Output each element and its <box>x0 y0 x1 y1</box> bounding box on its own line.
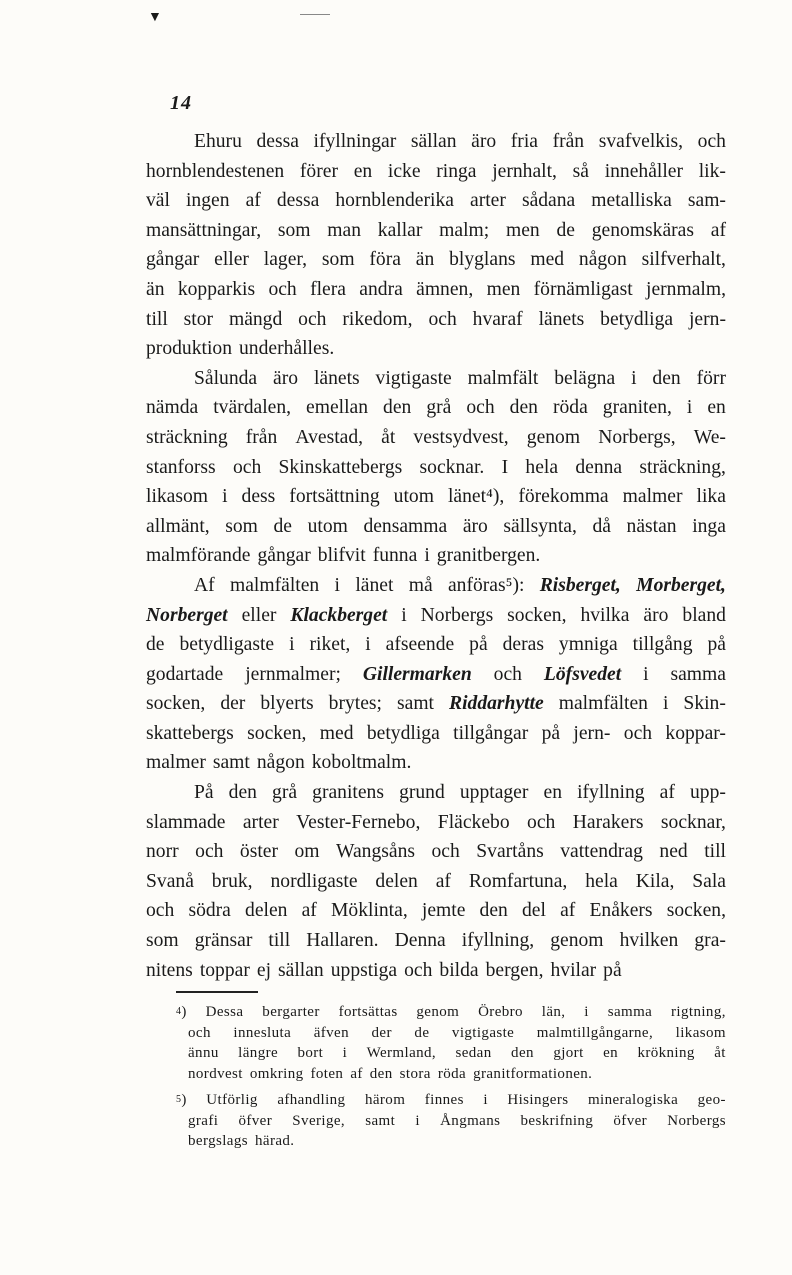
footnote <box>176 1090 726 1152</box>
text-line: allmänt, som de utom densamma äro sällsynta, då nästan inga <box>146 515 726 537</box>
footnote-line: nordvest omkring foten af den stora röda granitformationen. <box>188 1065 593 1082</box>
body-text <box>146 127 726 985</box>
text-line: På den grå granitens grund upptager en ifyllning af upp- <box>194 782 726 804</box>
footnote-rule <box>176 991 258 993</box>
footnote-mark: 5 <box>176 1094 182 1105</box>
footnotes <box>176 1002 726 1158</box>
text-line: väl ingen af dessa hornblenderika arter sådana metalliska sam- <box>146 190 726 212</box>
text-line: malmer samt någon koboltmalm. <box>146 752 412 774</box>
footnote <box>176 1002 726 1084</box>
text-line: Norberget eller Klackberget i Norbergs socken, hvilka äro bland <box>146 604 726 626</box>
text-line: till stor mängd och rikedom, och hvaraf länets betydliga jern- <box>146 308 726 330</box>
text-line: nitens toppar ej sällan uppstiga och bilda bergen, hvilar på <box>146 959 622 981</box>
footnote-mark: 4 <box>176 1006 182 1017</box>
text-line: än kopparkis och flera andra ämnen, men förnämligast jernmalm, <box>146 278 726 300</box>
text-line: de betydligaste i riket, i afseende på deras ymniga tillgång på <box>146 634 726 656</box>
text-line: som gränsar till Hallaren. Denna ifyllning, genom hvilken gra- <box>146 930 726 952</box>
text-line: stanforss och Skinskattebergs socknar. I hela denna sträckning, <box>146 456 726 478</box>
text-line: socken, der blyerts brytes; samt Riddarhytte malmfälten i Skin- <box>146 693 726 715</box>
text-line: och södra delen af Möklinta, jemte den del af Enåkers socken, <box>146 900 726 922</box>
top-divider <box>300 14 330 15</box>
footnote-line: ännu längre bort i Wermland, sedan den gjort en krökning åt <box>188 1045 726 1061</box>
text-line: slammade arter Vester-Fernebo, Fläckebo och Harakers socknar, <box>146 811 726 833</box>
page-number: 14 <box>170 92 192 114</box>
text-line: likasom i dess fortsättning utom länet⁴), förekomma malmer lika <box>146 486 726 508</box>
text-line: Svanå bruk, nordligaste delen af Romfartuna, hela Kila, Sala <box>146 870 726 892</box>
text-line: gångar eller lager, som föra än blyglans med någon silfverhalt, <box>146 249 726 271</box>
text-line: malmförande gångar blifvit funna i granitbergen. <box>146 545 541 567</box>
text-line: skattebergs socken, med betydliga tillgångar på jern- och koppar- <box>146 722 726 744</box>
text-line: mansättningar, som man kallar malm; men de genomskäras af <box>146 219 726 241</box>
footnote-line: grafi öfver Sverige, samt i Ångmans beskrifning öfver Norbergs <box>188 1112 726 1129</box>
text-line: nämda tvärdalen, emellan den grå och den röda graniten, i en <box>146 397 726 419</box>
text-line: Ehuru dessa ifyllningar sällan äro fria från svafvelkis, och <box>194 131 726 152</box>
text-line: Af malmfälten i länet må anföras⁵): Risberget, Morberget, <box>194 574 726 596</box>
footnote-line: och innesluta äfven der de vigtigaste malmtillgångarne, likasom <box>188 1024 726 1041</box>
footnote-line: bergslags härad. <box>188 1133 295 1149</box>
text-line: Sålunda äro länets vigtigaste malmfält belägna i den förr <box>194 367 726 389</box>
text-line: sträckning från Avestad, åt vestsydvest, genom Norbergs, We- <box>146 426 726 448</box>
top-mark: ▼ <box>148 10 162 25</box>
text-line: norr och öster om Wangsåns och Svartåns vattendrag ned till <box>146 841 726 863</box>
footnote-line: $^5$) Utförlig afhandling härom finnes i Hisingers mineralogiska geo- <box>176 1092 726 1108</box>
text-line: hornblendestenen förer en icke ringa jernhalt, så innehåller lik- <box>146 160 726 182</box>
text-line: godartade jernmalmer; Gillermarken och Löfsvedet i samma <box>146 663 726 685</box>
text-line: produktion underhålles. <box>146 338 335 360</box>
footnote-line: $^4$) Dessa bergarter fortsättas genom Örebro län, i samma rigtning, <box>176 1004 726 1020</box>
